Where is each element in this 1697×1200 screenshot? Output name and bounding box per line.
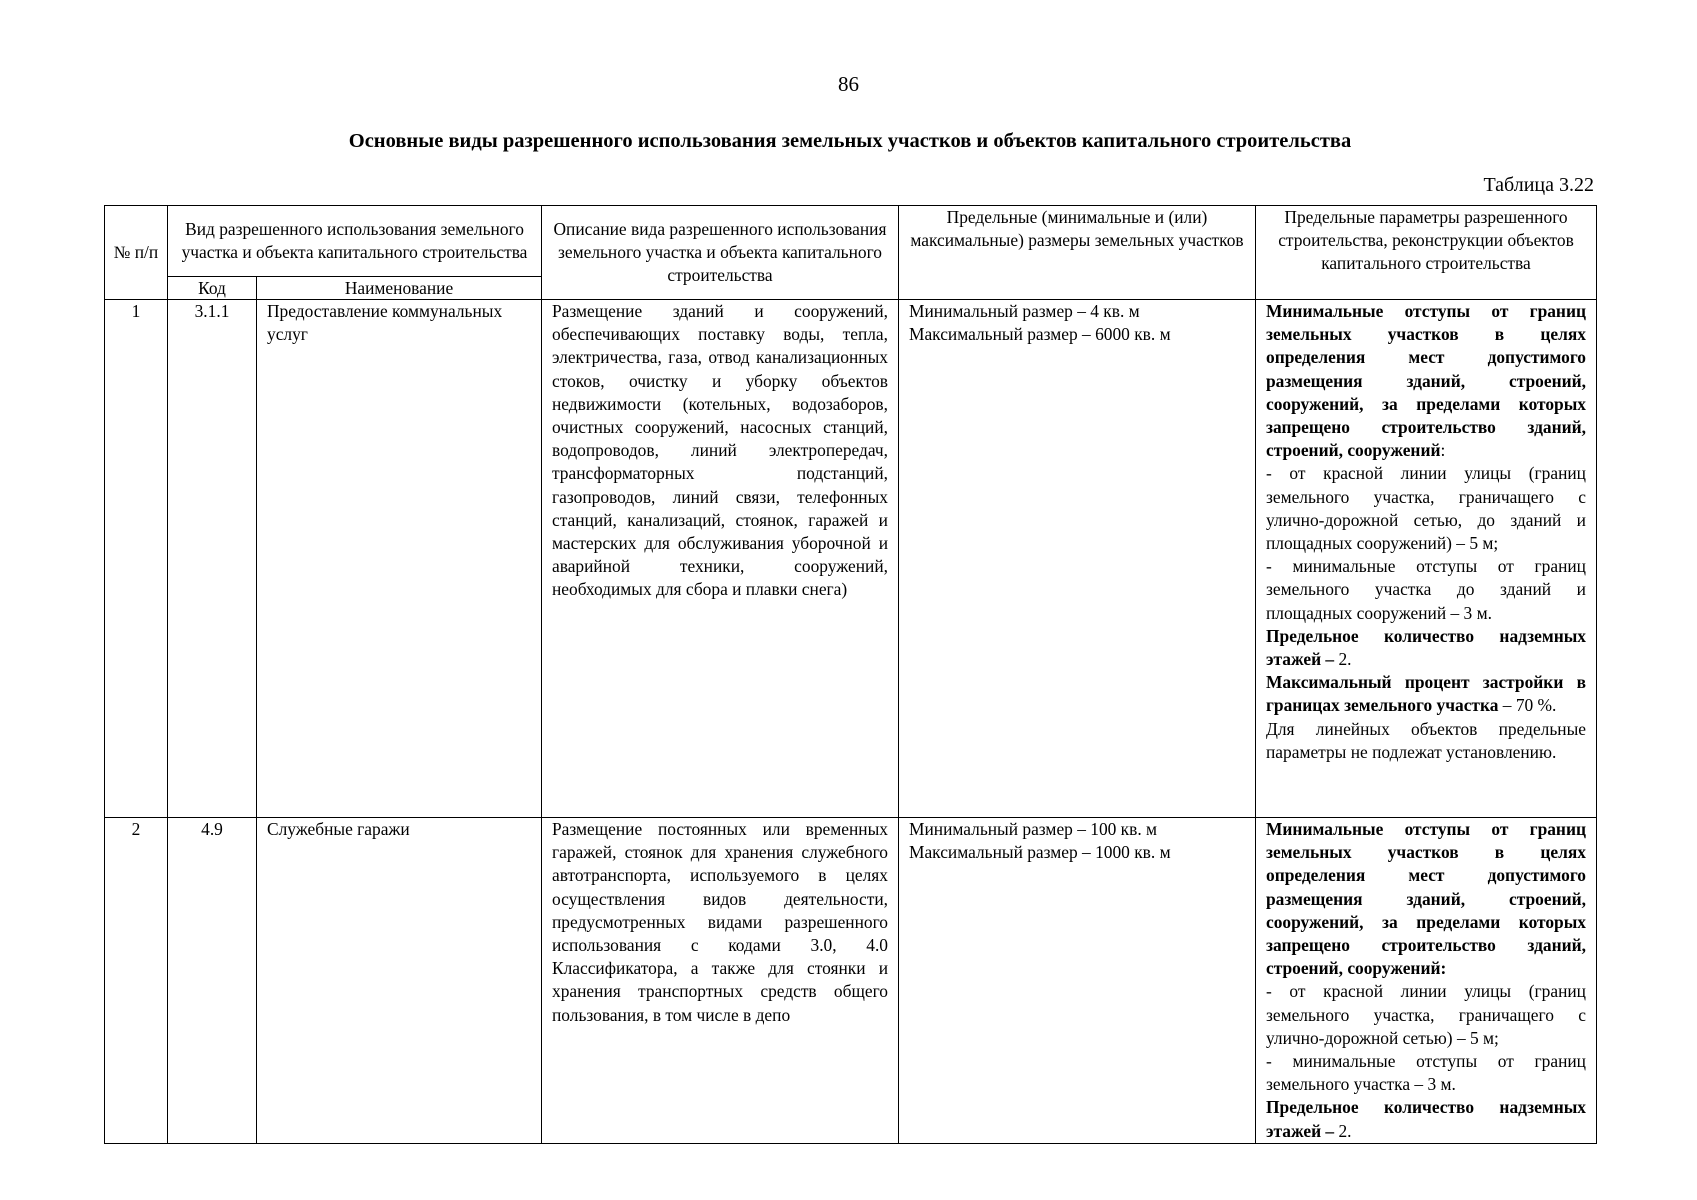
table-row	[105, 818, 1597, 1144]
row-name: Служебные гаражи	[257, 818, 542, 1144]
table-row	[105, 300, 1597, 818]
row-number: 2	[105, 818, 168, 1144]
row-number: 1	[105, 300, 168, 818]
row-sizes	[899, 300, 1256, 818]
param-floors-value: 2.	[1334, 1120, 1352, 1141]
row-description: Размещение зданий и сооружений, обеспечивающих поставку воды, тепла, электричества, газа, отвод канализационных стоков, очистку и уборку объектов недвижимости (котельных, водозаборов, очистных сооружений, насосных станций, водопроводов, линий электропередач, трансформаторных подстанций, газопроводов, линий связи, телефонных станций, канализаций, стоянок, гаражей и мастерских для обслуживания уборочной и аварийной техники, сооружений, необходимых для сбора и плавки снега)	[542, 300, 899, 818]
param-min-setback: - минимальные отступы от границ земельного участка до зданий и площадных сооружений – 3 м.	[1266, 556, 1586, 623]
row-params	[1256, 300, 1597, 818]
table-label: Таблица 3.22	[1483, 174, 1594, 196]
document-title: Основные виды разрешенного использования земельных участков и объектов капитального строительства	[348, 130, 1352, 152]
page-number: 86	[838, 72, 859, 96]
size-max: Максимальный размер – 6000 кв. м	[909, 324, 1171, 345]
param-coverage-value: – 70 %.	[1498, 695, 1557, 716]
row-description: Размещение постоянных или временных гаражей, стоянок для хранения служебного автотранспорта, используемого в целях осуществления видов деятельности, предусмотренных видами разрешенного использования с кодами 3.0, 4.0 Классификатора, а также для стоянки и хранения транспортных средств общего пользования, в том числе в депо	[542, 818, 899, 1144]
param-floors-label: Предельное количество надземных этажей –	[1266, 625, 1586, 670]
param-min-setback: - минимальные отступы от границ земельного участка – 3 м.	[1266, 1051, 1586, 1095]
row-sizes	[899, 818, 1256, 1144]
param-setbacks-heading: Минимальные отступы от границ земельных участков в целях определения мест допустимого размещения зданий, строений, сооружений, за пределами которых запрещено строительство зданий, строений, сооружений:	[1266, 819, 1586, 979]
header-code: Код	[168, 277, 257, 300]
row-name: Предоставление коммунальных услуг	[257, 300, 542, 818]
header-construction-params: Предельные параметры разрешенного строительства, реконструкции объектов капитального строительства	[1256, 206, 1597, 300]
size-min: Минимальный размер – 4 кв. м	[909, 301, 1140, 321]
header-permitted-use-type: Вид разрешенного использования земельного участка и объекта капитального строительства	[168, 206, 542, 277]
header-description: Описание вида разрешенного использования земельного участка и объекта капитального строительства	[542, 206, 899, 300]
param-red-line-setback: - от красной линии улицы (границ земельного участка, граничащего с улично-дорожной сетью) – 5 м;	[1266, 981, 1586, 1048]
row-code: 4.9	[168, 818, 257, 1144]
row-code: 3.1.1	[168, 300, 257, 818]
param-floors-label: Предельное количество надземных этажей –	[1266, 1097, 1586, 1141]
size-min: Минимальный размер – 100 кв. м	[909, 819, 1158, 839]
param-floors-value: 2.	[1334, 649, 1352, 670]
row-params	[1256, 818, 1597, 1144]
param-coverage-label: Максимальный процент застройки в границах земельного участка	[1266, 672, 1586, 716]
size-max: Максимальный размер – 1000 кв. м	[909, 842, 1171, 863]
header-plot-sizes: Предельные (минимальные и (или) максимальные) размеры земельных участков	[899, 206, 1256, 300]
param-red-line-setback: - от красной линии улицы (границ земельного участка, граничащего с улично-дорожной сетью, до зданий и площадных сооружений) – 5 м;	[1266, 463, 1586, 554]
param-linear-objects-note: Для линейных объектов предельные параметры не подлежат установлению.	[1266, 718, 1586, 762]
header-num: № п/п	[105, 206, 168, 300]
land-use-table	[104, 205, 1597, 1144]
header-name: Наименование	[257, 277, 542, 300]
param-setbacks-heading: Минимальные отступы от границ земельных участков в целях определения мест допустимого размещения зданий, строений, сооружений, за пределами которых запрещено строительство зданий, строений, сооружений	[1266, 301, 1586, 461]
param-setbacks-colon: :	[1440, 440, 1446, 461]
